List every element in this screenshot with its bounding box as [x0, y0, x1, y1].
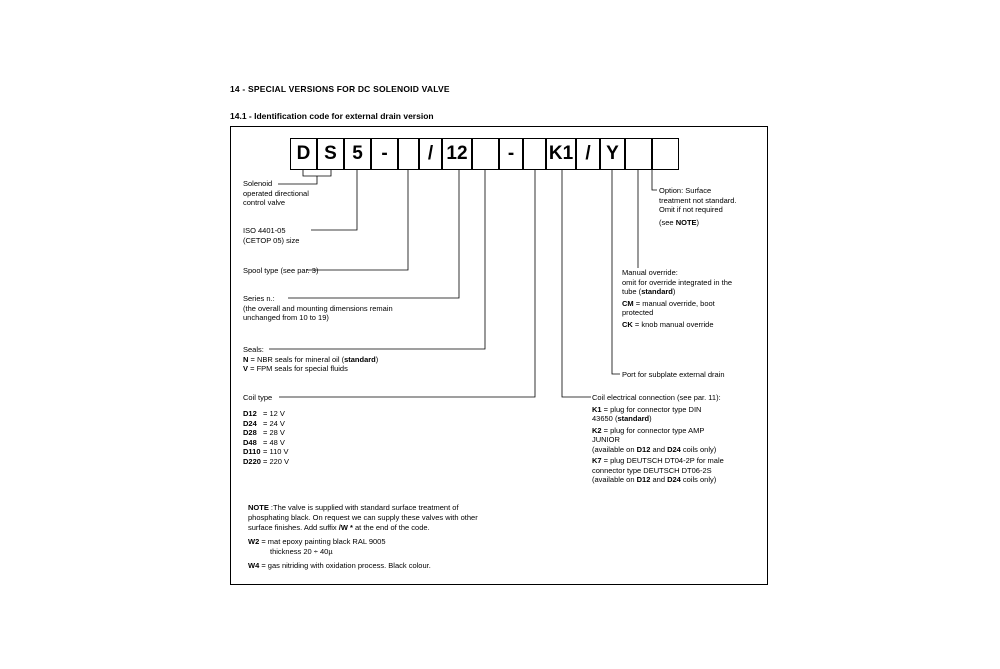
code-cell-dash-2: -	[499, 138, 523, 170]
leader-drain	[612, 170, 620, 374]
leader-series	[288, 170, 459, 298]
code-cell-slash-1: /	[419, 138, 442, 170]
label-manual-override: Manual override: omit for override integrated in the tube (standard) CM = manual override, boot protected CK = knob manual override	[622, 268, 733, 329]
code-cell-size: 5	[344, 138, 371, 170]
leader-spool	[307, 170, 408, 270]
label-iso-size: ISO 4401-05 (CETOP 05) size	[243, 226, 300, 245]
code-cell-d: D	[290, 138, 317, 170]
leader-iso	[311, 170, 357, 230]
surface-treatment-note: NOTE :The valve is supplied with standard surface treatment of phosphating black. On request we can supply these valves with other surface finishes. Add suffix /W * at the end of the code. W2 = mat epoxy painting black RAL 9005 thickness 20 ÷ 40µ W4 = gas nitriding with oxidation process. Black colour.	[248, 503, 478, 570]
code-cell-dash-1: -	[371, 138, 398, 170]
code-cell-s: S	[317, 138, 344, 170]
code-cell-drain: Y	[600, 138, 625, 170]
section-title: 14 - SPECIAL VERSIONS FOR DC SOLENOID VALVE	[230, 84, 450, 94]
code-cell-connection: K1	[546, 138, 576, 170]
label-seals: Seals: N = NBR seals for mineral oil (standard) V = FPM seals for special fluids	[243, 345, 379, 373]
code-cell-series: 12	[442, 138, 472, 170]
label-port-drain: Port for subplate external drain	[622, 370, 725, 379]
code-cell-slash-2: /	[576, 138, 600, 170]
label-series: Series n.: (the overall and mounting dimensions remain unchanged from 10 to 19)	[243, 294, 393, 322]
leader-connection	[562, 170, 591, 397]
leader-option	[652, 170, 657, 190]
label-coil-type: Coil type	[243, 393, 273, 402]
label-option: Option: Surface treatment not standard. Omit if not required (see NOTE)	[659, 186, 737, 227]
coil-type-list: D12 = 12 V D24 = 24 V D28 = 28 V D48 = 48 V D110 = 110 V D220 = 220 V	[243, 409, 290, 466]
label-spool-type: Spool type (see par. 3)	[243, 266, 319, 275]
label-solenoid: Solenoid operated directional control valve	[243, 179, 309, 207]
label-electrical-connection: Coil electrical connection (see par. 11): K1 = plug for connector type DIN 43650 (standard) K2 = plug for connector type AMP JUNIOR (available on D12 and D24 coils only) K7 = plug DEUTSCH DT04-2P for male connector type DEUTSCH DT06-2S (available on D12 and D24 coils only)	[592, 393, 724, 484]
leader-solenoid-bracket	[303, 170, 331, 176]
subsection-title: 14.1 - Identification code for external drain version	[230, 111, 434, 121]
